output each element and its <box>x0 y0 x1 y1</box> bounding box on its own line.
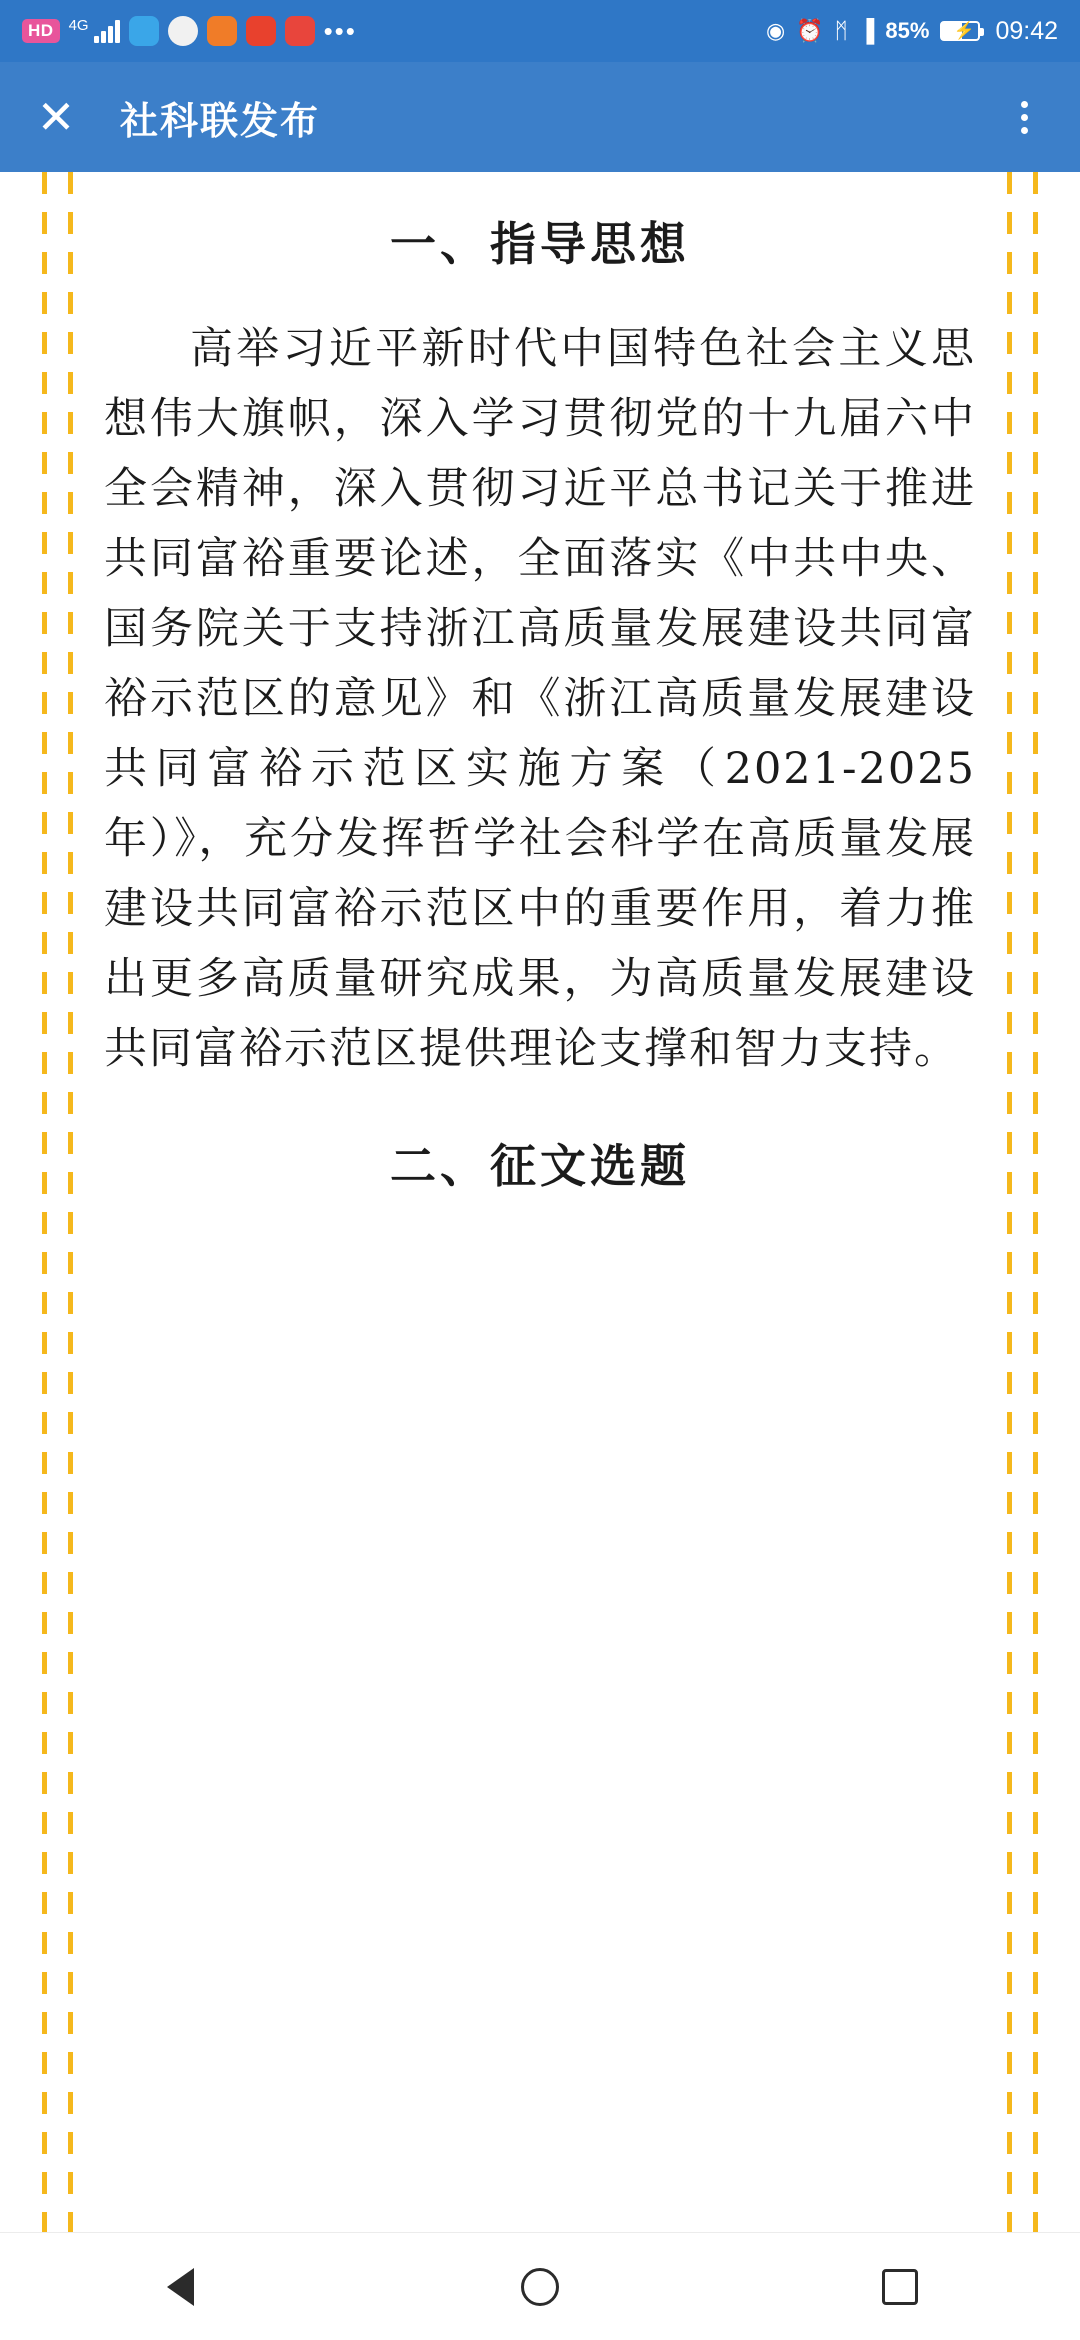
home-button[interactable] <box>485 2233 595 2340</box>
vibrate-icon: ▐ <box>858 18 875 43</box>
status-bar-left <box>22 16 357 46</box>
section-heading-2: 二、征文选题 <box>390 1139 690 1193</box>
network-type-label: 4G <box>68 16 89 34</box>
alarm-icon: ⏰ <box>796 18 824 43</box>
eye-icon: ◉ <box>765 18 786 43</box>
camera-app-icon <box>207 16 237 46</box>
kebab-dot <box>1021 127 1028 134</box>
video-app-icon <box>246 16 276 46</box>
signal-bars-icon <box>94 19 120 43</box>
decorative-dashed-rail <box>1033 172 1038 2232</box>
recents-square-icon <box>882 2269 918 2305</box>
close-button[interactable]: ✕ <box>36 91 76 143</box>
book-app-icon <box>285 16 315 46</box>
app-title-bar <box>0 62 1080 172</box>
decorative-dashed-rail <box>68 172 73 2232</box>
article-scroll-area[interactable] <box>0 172 1080 2232</box>
system-navigation-bar <box>0 2232 1080 2340</box>
status-bar <box>0 0 1080 62</box>
more-notifications-icon: ••• <box>323 16 357 46</box>
page-title: 社科联发布 <box>120 100 321 143</box>
battery-icon: ⚡ <box>940 21 980 41</box>
battery-percent-label: 85% <box>885 18 930 43</box>
more-options-button[interactable] <box>996 89 1052 145</box>
decorative-dashed-rail <box>42 172 47 2232</box>
kebab-dot <box>1021 114 1028 121</box>
back-button[interactable] <box>125 2233 235 2340</box>
article-body <box>104 172 976 1196</box>
section-paragraph-1: 高举习近平新时代中国特色社会主义思想伟大旗帜，深入学习贯彻党的十九届六中全会精神，深入贯彻习近平总书记关于推进共同富裕重要论述，全面落实《中共中央、国务院关于支持浙江高质量发展建设共同富裕示范区的意见》和《浙江高质量发展建设共同富裕示范区实施方案（2021-2025年）》，充分发挥哲学社会科学在高质量发展建设共同富裕示范区中的重要作用，着力推出更多高质量研究成果，为高质量发展建设共同富裕示范区提供理论支撑和智力支持。 <box>104 324 976 1074</box>
panda-app-icon <box>168 16 198 46</box>
recents-button[interactable] <box>845 2233 955 2340</box>
chat-app-icon <box>129 16 159 46</box>
decorative-dashed-rail <box>1007 172 1012 2232</box>
status-bar-right <box>766 17 1058 46</box>
kebab-dot <box>1021 101 1028 108</box>
home-circle-icon <box>521 2268 559 2306</box>
hd-icon: HD <box>22 19 60 43</box>
section-heading-1: 一、指导思想 <box>390 217 690 271</box>
clock-label: 09:42 <box>995 16 1058 45</box>
bluetooth-icon: ᛗ <box>834 18 848 43</box>
back-triangle-icon <box>167 2268 194 2306</box>
